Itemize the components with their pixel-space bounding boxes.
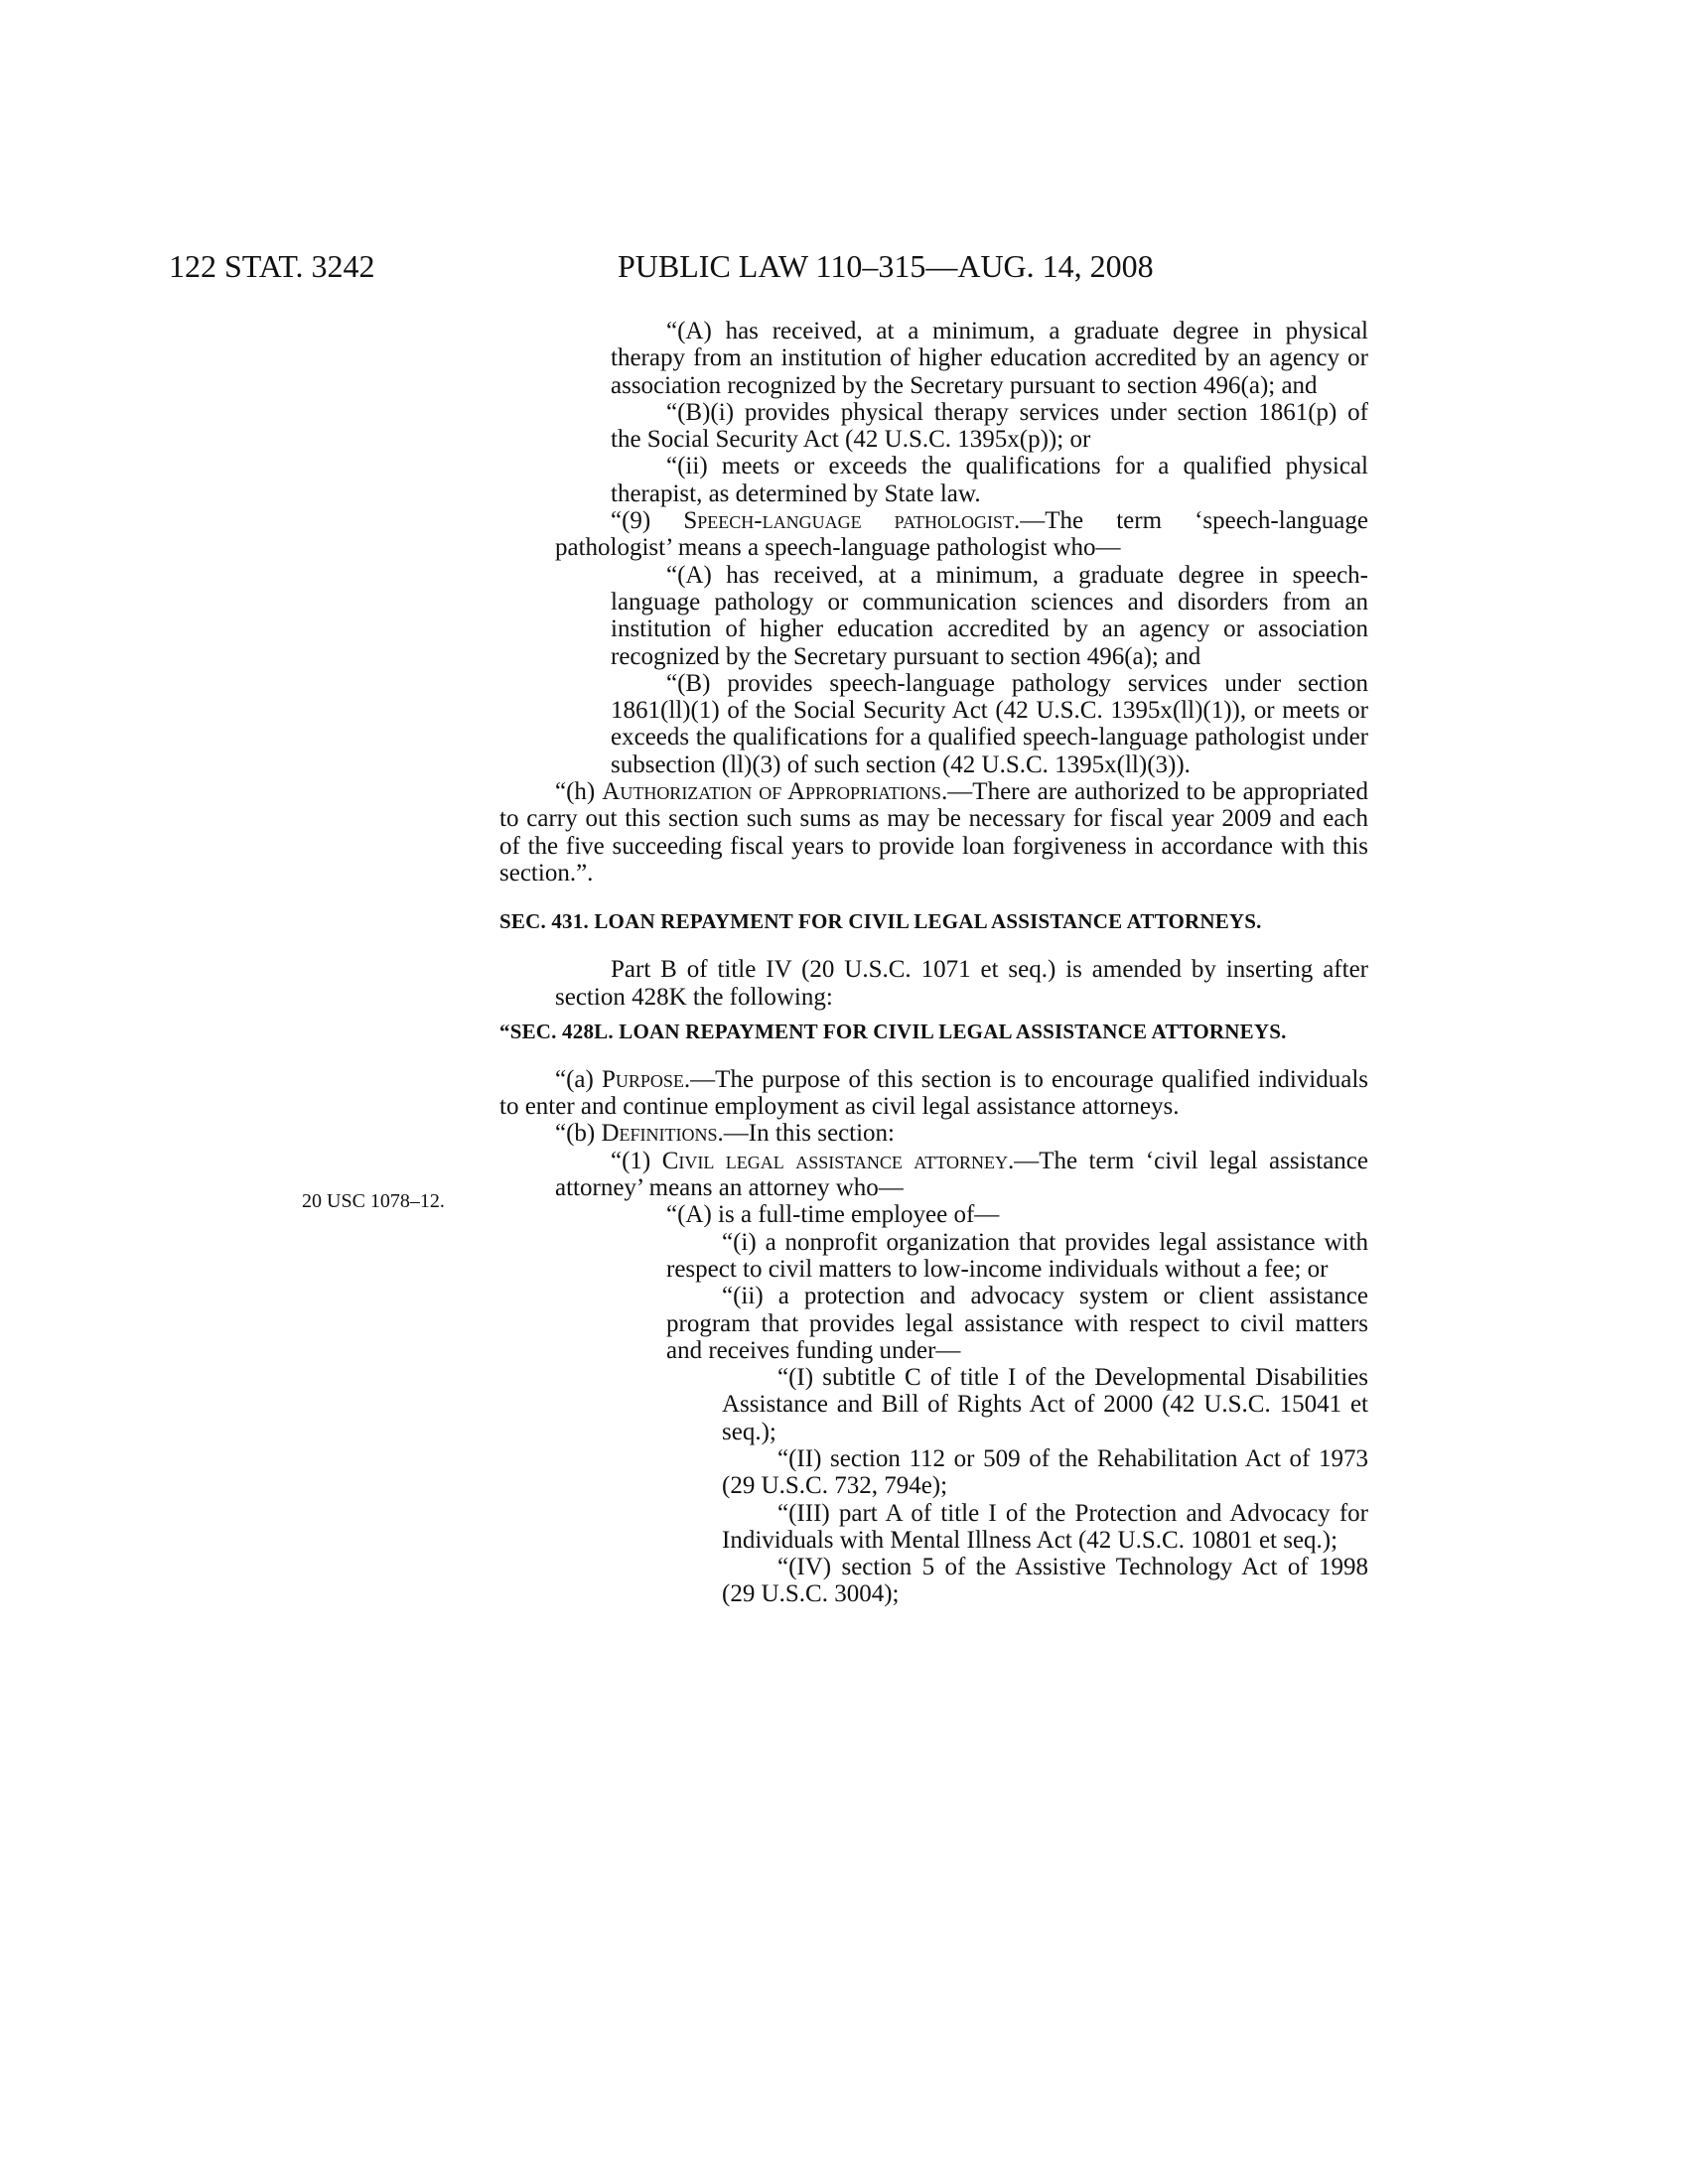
clause-ii: “(ii) a protection and advocacy system or client assistance program that provides legal assistance with respect to civil matters and receives funding under— [666,1283,1368,1364]
running-head: PUBLIC LAW 110–315—AUG. 14, 2008 [618,248,1154,284]
paragraph-1-civil-legal-assistance-attorney [499,1148,1368,1202]
paragraph-heading: Speech-language pathologist [683,507,1014,535]
paragraph-text: .—In this section: [717,1120,896,1148]
paragraph-text: .—There are authorized to be appropriated to carry out this section such sums as may be necessary for fiscal year 2009 and each of the five succeeding fiscal years to provide loan forgiveness in accordance with this section.”. [499,778,1369,887]
paragraph-ii: “(ii) meets or exceeds the qualifications for a qualified physical therapist, as determined by State law. [611,453,1368,507]
paragraph-text: .—The purpose of this section is to encourage qualified individuals to enter and continue employment as civil legal assistance attorneys. [499,1065,1368,1121]
paragraph-prefix: “(1) [611,1147,662,1174]
statute-page-number: 122 STAT. 3242 [169,248,375,284]
paragraph-9-speech-language [499,507,1368,562]
paragraph-heading: Authorization of Appropriations [602,778,942,806]
paragraph-heading: Civil legal assistance attorney [661,1147,1008,1174]
margin-citation: 20 USC 1078–12. [302,1190,445,1212]
section-heading-431: SEC. 431. LOAN REPAYMENT FOR CIVIL LEGAL ASSISTANCE ATTORNEYS. [499,909,1262,934]
paragraph-b-i: “(B)(i) provides physical therapy services under section 1861(p) of the Social Security Act (42 U.S.C. 1395x(p)); or [611,398,1368,454]
paragraph-prefix: “(a) [555,1065,602,1093]
paragraph-a: “(A) has received, at a minimum, a graduate degree in physical therapy from an institution of higher education accredited by an agency or association recognized by the Secretary pursuant to section 496(a); and [611,318,1368,399]
paragraph-text: .—The term ‘civil legal assistance attorney’ means an attorney who— [555,1147,1368,1202]
paragraph-b: “(B) provides speech-language pathology services under section 1861(ll)(1) of the Social Security Act (42 U.S.C. 1395x(ll)(1)), or meets or exceeds the qualifications for a qualified speech-language pathologist under subsection (ll)(3) of such section (42 U.S.C. 1395x(ll)(3)). [611,669,1368,778]
subclause-iv: “(IV) section 5 of the Assistive Technology Act of 1998 (29 U.S.C. 3004); [722,1554,1368,1608]
section-heading-428l: “SEC. 428L. LOAN REPAYMENT FOR CIVIL LEGAL ASSISTANCE ATTORNEYS. [499,1019,1287,1043]
subclause-i: “(I) subtitle C of title I of the Developmental Disabilities Assistance and Bill of Rights Act of 2000 (42 U.S.C. 15041 et seq.); [722,1364,1368,1445]
paragraph-a: “(A) has received, at a minimum, a graduate degree in speech-language pathology or communication sciences and disorders from an institution of higher education accredited by an agency or association recognized by the Secretary pursuant to section 496(a); and [611,561,1368,670]
paragraph-prefix: “(h) [555,778,603,806]
subclause-iii: “(III) part A of title I of the Protection and Advocacy for Individuals with Mental Illness Act (42 U.S.C. 10801 et seq.); [722,1499,1368,1554]
subsection-b-definitions [499,1120,1368,1147]
statute-text [499,318,1368,1608]
paragraph-prefix: “(9) [611,507,684,535]
paragraph-heading: Purpose [601,1065,684,1093]
subclause-ii: “(II) section 112 or 509 of the Rehabilitation Act of 1973 (29 U.S.C. 732, 794e); [722,1444,1368,1500]
paragraph-a: “(A) is a full-time employee of— [666,1201,1000,1229]
amendment-instruction: Part B of title IV (20 U.S.C. 1071 et seq.) is amended by inserting after section 428K the following: [555,956,1368,1011]
clause-i: “(i) a nonprofit organization that provides legal assistance with respect to civil matters to low-income individuals without a fee; or [666,1228,1368,1283]
paragraph-heading: Definitions [601,1120,718,1148]
subsection-a-purpose [499,1066,1368,1121]
subsection-h-authorization [499,778,1368,887]
paragraph-text: .—The term ‘speech-language pathologist’ means a speech-language pathologist who— [555,507,1368,562]
page-header [169,246,1360,286]
paragraph-prefix: “(b) [555,1120,602,1148]
